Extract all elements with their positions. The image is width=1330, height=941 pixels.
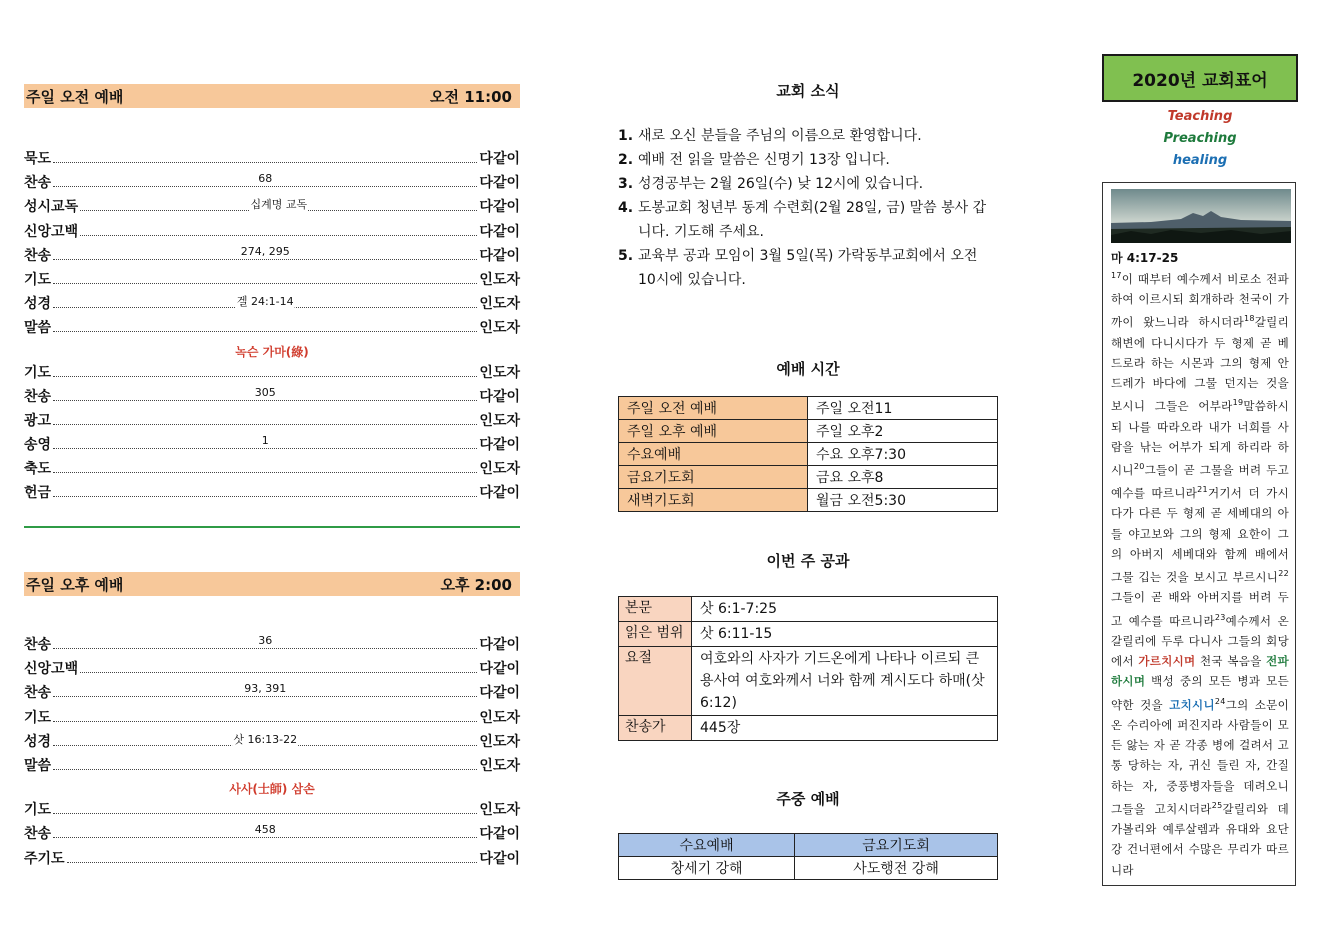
dot-leader — [53, 150, 477, 163]
order-detail: 305 — [254, 385, 276, 399]
order-detail: 삿 16:13-22 — [233, 732, 298, 746]
dot-leader — [53, 460, 477, 473]
news-number: 3. — [618, 176, 634, 192]
highlight-healing: 고치시니 — [1169, 697, 1215, 712]
news-text: 교육부 공과 모임이 3월 5일(목) 가락동부교회에서 오전 10시에 있습니다. — [638, 248, 978, 288]
mountain-landscape-image — [1111, 189, 1291, 243]
lesson-value: 445장 — [692, 716, 998, 741]
scripture-text: $^{17}$이 때부터 예수께서 비로소 전파하여 이르시되 회개하라 천국이 가까이 왔느니라 하시더라$^{18}$갈릴리 해변에 다니시다가 두 형제 곧 베드로라 하는 시몬과 그의 형제 안드레가 바다에 그물 던지는 것을 보시니 그들은 어부라$^{19}$말씀하시되 나를 따라오라 내가 너희를 사람을 낚는 어부가 되게 하리라 하시니$^{20}$그들이 곧 그물을 버려 두고 예수를 따르니라$^{21}$거기서 더 가시다가 다른 두 형제 곧 세베대의 아들 야고보와 그의 형제 요한이 그의 아버지 세베대와 함께 배에서 그물 깁는 것을 보시고 부르시니$^{22}$그들이 곧 배와 아버지를 버려 두고 예수를 따르니라$^{23}$예수께서 온 갈릴리에 두루 다니사 그들의 회당에서 가르치시며 천국 복음을 전파하시며 백성 중의 모든 병과 모든 약한 것을 고치시니$^{24}$그의 소문이 온 수리아에 퍼진지라 사람들이 모든 앓는 자 곧 각종 병에 걸려서 고통 당하는 자, 귀신 들린 자, 간질하는 자, 중풍병자들을 데려오니 그들을 고치시더라$^{25}$갈릴리와 데가볼리와 예루살렘과 유대와 요단 강 건너편에서 수많은 무리가 따르니라 — [1111, 271, 1289, 877]
scripture-reference: 마 4:17-25 — [1111, 251, 1179, 265]
midweek-value-fri: 사도행전 강해 — [795, 857, 998, 880]
news-list — [618, 124, 998, 292]
order-label: 찬송 — [24, 826, 52, 843]
dot-leader — [53, 733, 477, 746]
news-text: 새로 오신 분들을 주님의 이름으로 환영합니다. — [638, 128, 922, 144]
news-item — [618, 148, 998, 172]
order-row — [24, 172, 520, 196]
schedule-row — [619, 420, 998, 443]
dot-leader — [53, 244, 477, 260]
dot-leader — [53, 825, 477, 838]
order-detail: 93, 391 — [244, 682, 287, 696]
schedule-service: 수요예배 — [619, 443, 808, 466]
midweek-table — [618, 833, 998, 880]
afternoon-service — [24, 572, 520, 872]
order-leader: 인도자 — [479, 733, 520, 750]
news-item — [618, 244, 998, 292]
midweek-header-fri: 금요기도회 — [795, 834, 998, 857]
order-label: 찬송 — [24, 175, 52, 192]
news-text: 성경공부는 2월 26일(수) 낮 12시에 있습니다. — [638, 176, 924, 192]
schedule-title: 예배 시간 — [776, 360, 840, 378]
order-row — [24, 823, 520, 847]
order-label: 성경 — [24, 296, 52, 313]
order-row — [24, 293, 520, 317]
midweek-value-wed: 창세기 강해 — [619, 857, 795, 880]
lesson-row — [619, 647, 998, 716]
dot-leader — [53, 385, 477, 401]
order-leader: 다같이 — [479, 199, 520, 216]
schedule-service: 새벽기도회 — [619, 489, 808, 512]
lesson-key: 찬송가 — [619, 716, 692, 741]
motto-preaching: Preaching — [1163, 131, 1237, 146]
order-detail: 1 — [261, 434, 269, 448]
lesson-row — [619, 597, 998, 622]
order-leader: 다같이 — [479, 437, 520, 454]
dot-leader — [53, 364, 477, 377]
order-row — [24, 245, 520, 269]
motto-teaching: Teaching — [1167, 109, 1233, 124]
schedule-time: 수요 오후7:30 — [808, 443, 998, 466]
order-label: 신앙고백 — [24, 223, 79, 240]
lesson-value: 여호와의 사자가 기드온에게 나타나 이르되 큰 용사여 여호와께서 너와 함께 계시도다 하매(삿 6:12) — [692, 647, 998, 716]
schedule-service: 금요기도회 — [619, 466, 808, 489]
order-label: 축도 — [24, 461, 52, 478]
motto-lines — [1102, 106, 1298, 172]
order-detail: 십계명 교독 — [250, 198, 308, 212]
order-detail: 458 — [254, 823, 276, 837]
order-detail: 274, 295 — [240, 244, 290, 258]
order-leader: 다같이 — [479, 685, 520, 702]
schedule-time: 주일 오후2 — [808, 420, 998, 443]
lesson-value: 삿 6:11-15 — [692, 622, 998, 647]
dot-leader — [67, 850, 478, 863]
schedule-row — [619, 489, 998, 512]
order-label: 기도 — [24, 271, 52, 288]
dot-leader — [53, 271, 477, 284]
dot-leader — [53, 484, 477, 497]
order-label: 송영 — [24, 437, 52, 454]
order-detail: 겔 24:1-14 — [236, 295, 294, 309]
section-divider — [24, 526, 520, 528]
news-item — [618, 124, 998, 148]
motto-title: 2020년 교회표어 — [1102, 54, 1298, 102]
order-leader: 인도자 — [479, 412, 520, 429]
afternoon-order-list — [24, 634, 520, 872]
order-row — [24, 386, 520, 410]
order-row — [24, 458, 520, 482]
news-number: 2. — [618, 152, 634, 168]
order-row — [24, 682, 520, 706]
order-leader: 인도자 — [479, 461, 520, 478]
midweek-value-row — [619, 857, 998, 880]
order-leader: 다같이 — [479, 388, 520, 405]
schedule-row — [619, 443, 998, 466]
motto-healing: healing — [1172, 153, 1228, 168]
order-label: 신앙고백 — [24, 661, 79, 678]
order-detail: 36 — [258, 634, 273, 647]
morning-service-title: 주일 오전 예배 — [26, 87, 124, 106]
order-label: 말씀 — [24, 757, 52, 774]
order-label: 찬송 — [24, 637, 52, 653]
highlight-preaching: 전파하시며 — [1111, 654, 1289, 689]
schedule-service: 주일 오후 예배 — [619, 420, 808, 443]
schedule-table — [618, 396, 998, 512]
schedule-time: 주일 오전11 — [808, 397, 998, 420]
schedule-service: 주일 오전 예배 — [619, 397, 808, 420]
order-row — [24, 362, 520, 386]
highlight-teaching: 가르치시며 — [1138, 654, 1196, 669]
schedule-row — [619, 397, 998, 420]
order-row — [24, 658, 520, 682]
order-row — [24, 755, 520, 779]
order-row — [24, 269, 520, 293]
news-number: 4. — [618, 200, 634, 216]
dot-leader — [80, 223, 477, 236]
order-label: 성시교독 — [24, 199, 79, 216]
dot-leader — [53, 174, 477, 187]
order-leader: 인도자 — [479, 757, 520, 774]
order-label: 말씀 — [24, 320, 52, 337]
order-leader: 인도자 — [479, 802, 520, 819]
order-leader: 다같이 — [479, 637, 520, 653]
order-leader: 인도자 — [479, 709, 520, 726]
news-text: 도봉교회 청년부 동계 수련회(2월 28일, 금) 말씀 봉사 갑니다. 기도해 주세요. — [638, 200, 987, 240]
midweek-title: 주중 예배 — [776, 790, 840, 808]
order-leader: 다같이 — [479, 485, 520, 502]
order-row — [24, 434, 520, 458]
scripture-box — [1102, 182, 1296, 886]
lesson-key: 읽은 범위 — [619, 622, 692, 647]
news-item — [618, 172, 998, 196]
lesson-row — [619, 716, 998, 741]
right-column — [1102, 54, 1298, 877]
order-label: 찬송 — [24, 388, 52, 405]
dot-leader — [53, 709, 477, 722]
order-row — [24, 148, 520, 172]
order-row — [24, 707, 520, 731]
lesson-title: 이번 주 공과 — [766, 552, 850, 570]
order-label: 찬송 — [24, 685, 52, 702]
dot-leader — [53, 636, 477, 649]
news-title: 교회 소식 — [776, 82, 840, 100]
news-text: 예배 전 읽을 말씀은 신명기 13장 입니다. — [638, 152, 890, 168]
order-label: 기도 — [24, 364, 52, 381]
order-detail: 68 — [258, 172, 273, 186]
dot-leader — [53, 295, 477, 308]
news-item — [618, 196, 998, 244]
dot-leader — [53, 412, 477, 425]
news-number: 5. — [618, 248, 634, 264]
order-row — [24, 410, 520, 434]
order-label: 성경 — [24, 733, 52, 750]
order-label: 헌금 — [24, 485, 52, 502]
morning-service — [24, 84, 520, 507]
order-row — [24, 731, 520, 755]
order-row — [24, 799, 520, 823]
order-leader: 다같이 — [479, 850, 520, 867]
midweek-header-row — [619, 834, 998, 857]
order-label: 묵도 — [24, 151, 52, 167]
order-leader: 다같이 — [479, 151, 520, 167]
order-row — [24, 196, 520, 220]
afternoon-service-time: 오후 2:00 — [440, 575, 512, 594]
order-label: 기도 — [24, 802, 52, 819]
order-label: 광고 — [24, 412, 52, 429]
order-leader: 다같이 — [479, 826, 520, 843]
lesson-table — [618, 596, 998, 741]
order-leader: 다같이 — [479, 247, 520, 264]
lesson-key: 요절 — [619, 647, 692, 716]
morning-order-list — [24, 148, 520, 507]
order-leader: 다같이 — [479, 661, 520, 678]
order-label: 기도 — [24, 709, 52, 726]
lesson-value: 삿 6:1-7:25 — [692, 597, 998, 622]
morning-service-header — [24, 84, 520, 108]
order-row — [24, 221, 520, 245]
order-leader: 다같이 — [479, 175, 520, 192]
schedule-time: 월금 오전5:30 — [808, 489, 998, 512]
dot-leader — [53, 436, 477, 449]
order-leader: 다같이 — [479, 223, 520, 240]
afternoon-service-header — [24, 572, 520, 596]
order-row — [24, 848, 520, 872]
order-row — [24, 634, 520, 658]
lesson-key: 본문 — [619, 597, 692, 622]
order-leader: 인도자 — [479, 296, 520, 313]
dot-leader — [80, 198, 477, 211]
afternoon-service-title: 주일 오후 예배 — [26, 575, 124, 594]
order-leader: 인도자 — [479, 271, 520, 288]
morning-service-time: 오전 11:00 — [430, 87, 512, 106]
schedule-row — [619, 466, 998, 489]
dot-leader — [53, 319, 477, 332]
dot-leader — [53, 757, 477, 770]
lesson-row — [619, 622, 998, 647]
news-number: 1. — [618, 128, 634, 144]
dot-leader — [53, 684, 477, 697]
schedule-time: 금요 오후8 — [808, 466, 998, 489]
order-label: 찬송 — [24, 247, 52, 264]
morning-sermon-title: 녹슨 가마(綠) — [235, 344, 309, 359]
order-label: 주기도 — [24, 850, 65, 867]
order-leader: 인도자 — [479, 320, 520, 337]
dot-leader — [80, 660, 477, 673]
order-row — [24, 482, 520, 506]
dot-leader — [53, 801, 477, 814]
order-leader: 인도자 — [479, 364, 520, 381]
order-row — [24, 317, 520, 341]
afternoon-sermon-title: 사사(士師) 삼손 — [229, 782, 315, 797]
midweek-header-wed: 수요예배 — [619, 834, 795, 857]
